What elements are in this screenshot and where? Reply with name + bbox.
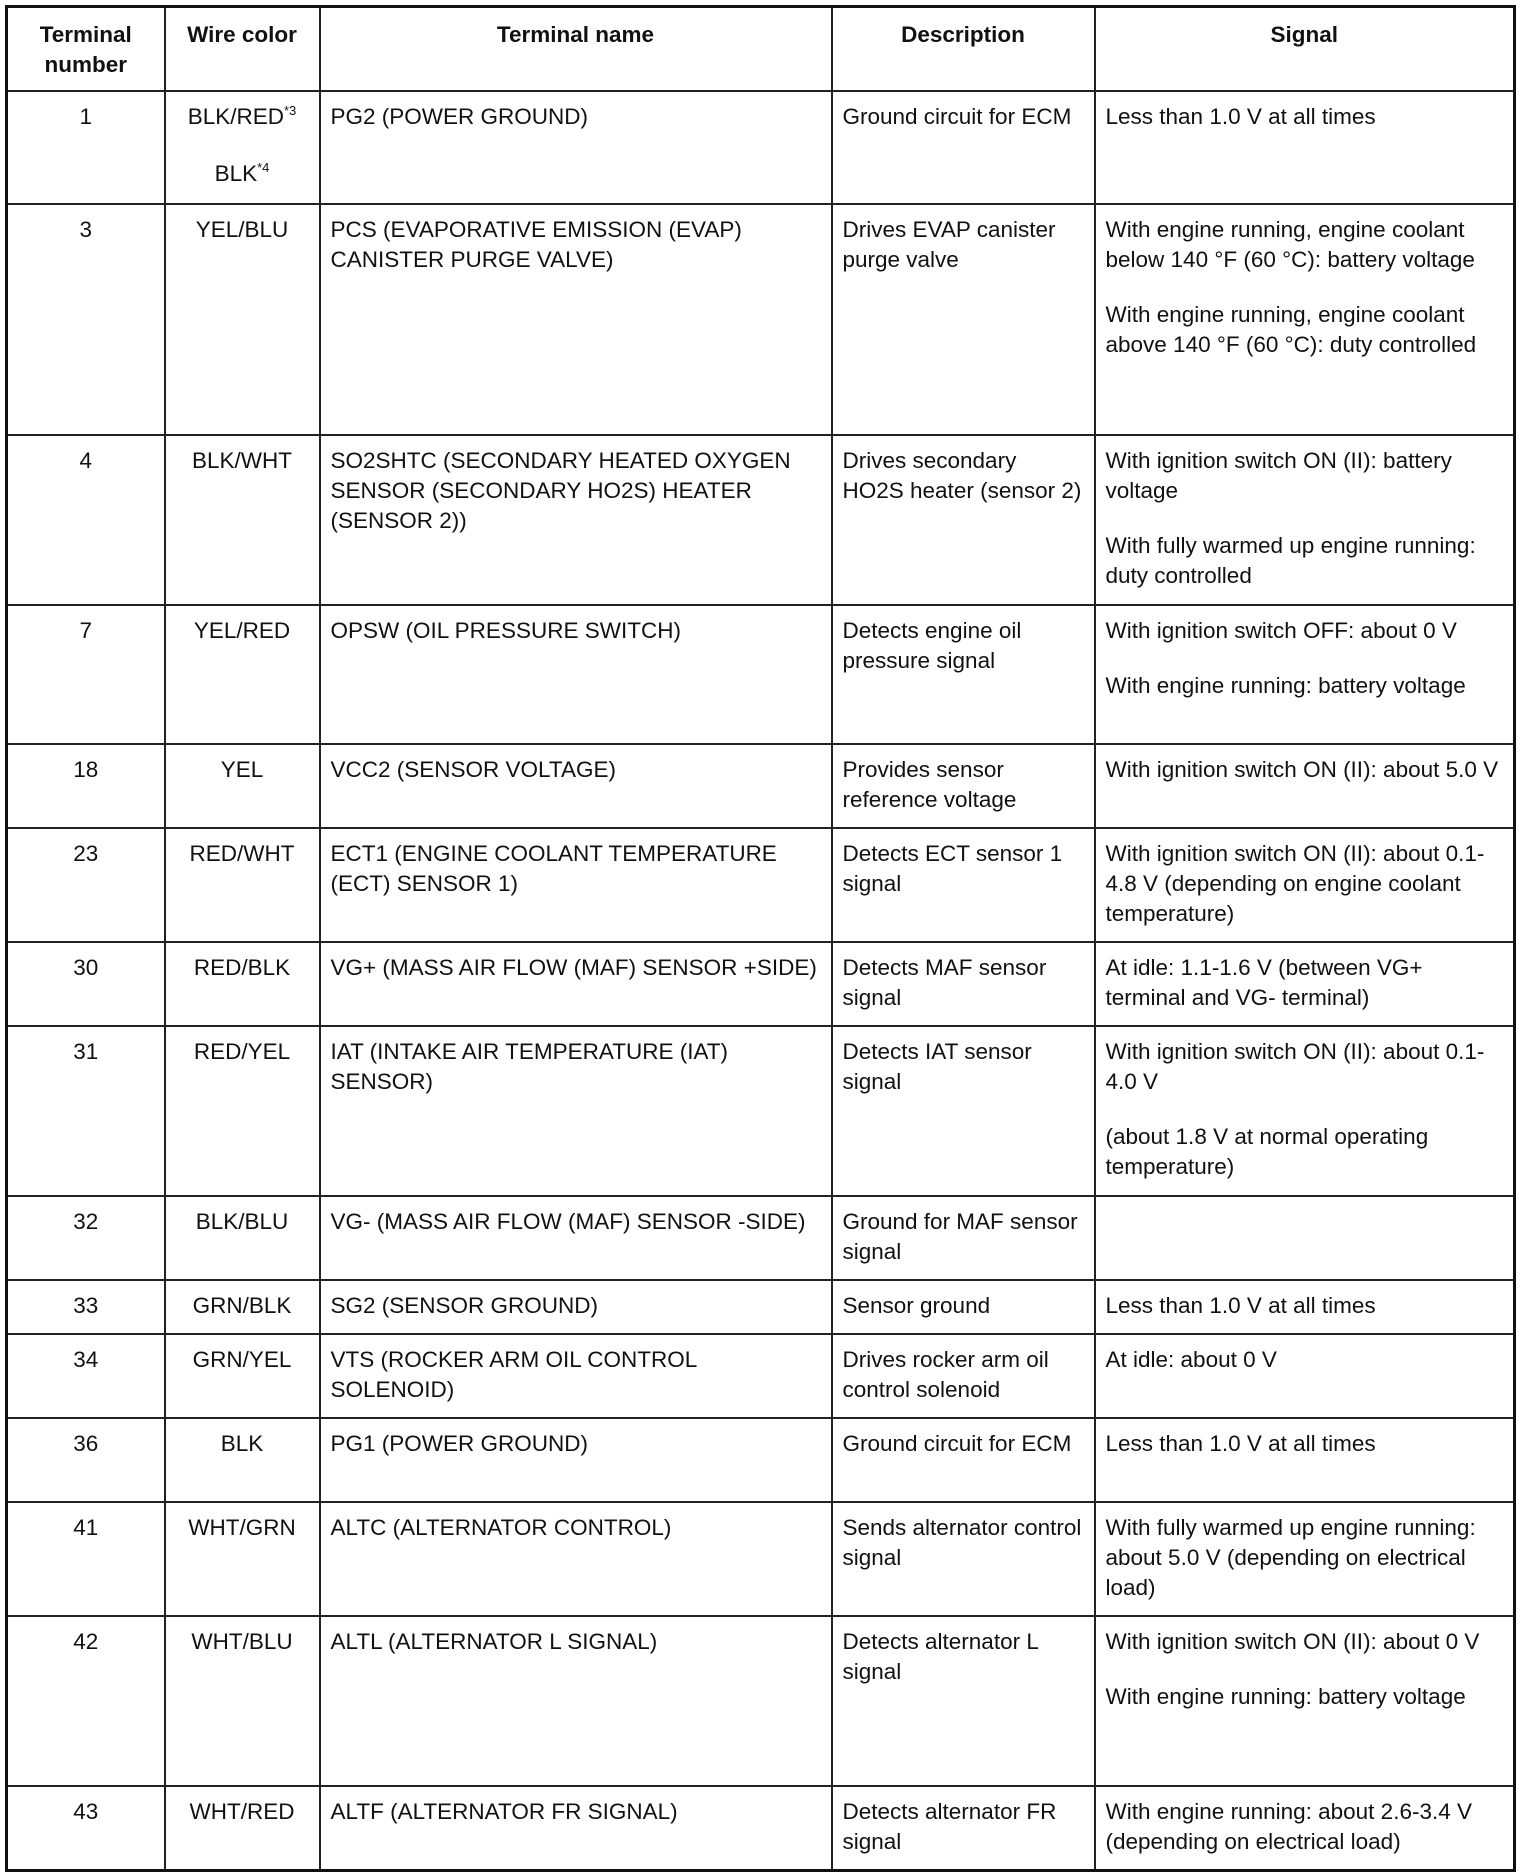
- description-cell: Detects alternator FR signal: [832, 1786, 1095, 1871]
- terminal-name-cell: VTS (ROCKER ARM OIL CONTROL SOLENOID): [320, 1334, 832, 1418]
- terminal-name-cell: VG+ (MASS AIR FLOW (MAF) SENSOR +SIDE): [320, 942, 832, 1026]
- description-cell: Drives rocker arm oil control solenoid: [832, 1334, 1095, 1418]
- terminal-name-cell: OPSW (OIL PRESSURE SWITCH): [320, 605, 832, 744]
- wire-color-cell: [165, 1502, 320, 1616]
- wire-color-cell: [165, 1280, 320, 1334]
- wire-color-entry: [170, 1037, 315, 1067]
- terminal-name-cell: ALTL (ALTERNATOR L SIGNAL): [320, 1616, 832, 1786]
- table-row: [7, 1334, 1515, 1418]
- header-signal: Signal: [1095, 7, 1515, 92]
- table-row: [7, 1502, 1515, 1616]
- terminal-name-cell: PG1 (POWER GROUND): [320, 1418, 832, 1502]
- terminal-number-cell: 7: [7, 605, 165, 744]
- table-row: [7, 1616, 1515, 1786]
- signal-line: With ignition switch ON (II): about 0.1-4.8 V (depending on engine coolant temperature): [1105, 841, 1485, 926]
- signal-cell: [1095, 1196, 1515, 1280]
- description-cell: Ground circuit for ECM: [832, 1418, 1095, 1502]
- wire-color-cell: [165, 1026, 320, 1196]
- table-row: [7, 435, 1515, 605]
- wire-color-text: RED/BLK: [193, 955, 291, 980]
- wire-color-footnote: *3: [284, 103, 297, 118]
- table-row: [7, 1280, 1515, 1334]
- signal-cell: [1095, 435, 1515, 605]
- terminal-number-cell: 43: [7, 1786, 165, 1871]
- header-description: Description: [832, 7, 1095, 92]
- wire-color-entry: [170, 446, 315, 476]
- signal-cell: [1095, 1786, 1515, 1871]
- wire-color-entry: [170, 1429, 315, 1459]
- signal-cell: [1095, 204, 1515, 435]
- terminal-name-cell: SO2SHTC (SECONDARY HEATED OXYGEN SENSOR (SECONDARY HO2S) HEATER (SENSOR 2)): [320, 435, 832, 605]
- signal-line: Less than 1.0 V at all times: [1105, 1431, 1376, 1456]
- signal-line: Less than 1.0 V at all times: [1105, 1293, 1376, 1318]
- terminal-number-cell: 30: [7, 942, 165, 1026]
- wire-color-cell: [165, 435, 320, 605]
- header-row: [7, 7, 1515, 92]
- terminal-name-cell: IAT (INTAKE AIR TEMPERATURE (IAT) SENSOR): [320, 1026, 832, 1196]
- wire-color-cell: [165, 204, 320, 435]
- wire-color-entry: [170, 1797, 315, 1827]
- wire-color-cell: [165, 1616, 320, 1786]
- terminal-number-cell: 3: [7, 204, 165, 435]
- signal-line: With engine running, engine coolant above 140 °F (60 °C): duty controlled: [1105, 302, 1477, 357]
- terminal-number-cell: 32: [7, 1196, 165, 1280]
- wire-color-cell: [165, 828, 320, 942]
- table-row: [7, 1026, 1515, 1196]
- signal-line: At idle: about 0 V: [1105, 1347, 1277, 1372]
- wire-color-text: WHT/BLU: [191, 1629, 293, 1654]
- wire-color-text: BLK/RED: [187, 104, 284, 129]
- wire-color-text: WHT/GRN: [188, 1515, 296, 1540]
- wire-color-entry: [170, 1345, 315, 1375]
- terminal-name-cell: PG2 (POWER GROUND): [320, 91, 832, 204]
- description-cell: Ground for MAF sensor signal: [832, 1196, 1095, 1280]
- wire-color-text: BLK/WHT: [191, 448, 292, 473]
- terminal-number-cell: 36: [7, 1418, 165, 1502]
- signal-cell: [1095, 942, 1515, 1026]
- signal-cell: [1095, 744, 1515, 828]
- terminal-table: [5, 5, 1516, 1872]
- wire-color-text: YEL: [220, 757, 264, 782]
- signal-line: (about 1.8 V at normal operating temperature): [1105, 1124, 1429, 1179]
- wire-color-text: GRN/YEL: [192, 1347, 292, 1372]
- signal-line: With ignition switch ON (II): about 0.1-4.0 V: [1105, 1039, 1485, 1094]
- signal-line: With engine running: about 2.6-3.4 V (depending on electrical load): [1105, 1799, 1472, 1854]
- signal-cell: [1095, 1334, 1515, 1418]
- description-cell: Drives EVAP canister purge valve: [832, 204, 1095, 435]
- terminal-number-cell: 33: [7, 1280, 165, 1334]
- wire-color-text: RED/WHT: [189, 841, 295, 866]
- table-row: [7, 828, 1515, 942]
- signal-line: With ignition switch ON (II): battery voltage: [1105, 448, 1452, 503]
- terminal-number-cell: 23: [7, 828, 165, 942]
- terminal-table-page: [5, 5, 1513, 1855]
- wire-color-entry: [170, 839, 315, 869]
- description-cell: Detects alternator L signal: [832, 1616, 1095, 1786]
- wire-color-cell: [165, 1786, 320, 1871]
- signal-cell: [1095, 1418, 1515, 1502]
- description-cell: Provides sensor reference voltage: [832, 744, 1095, 828]
- signal-cell: [1095, 1026, 1515, 1196]
- signal-line: With engine running: battery voltage: [1105, 673, 1466, 698]
- terminal-name-cell: SG2 (SENSOR GROUND): [320, 1280, 832, 1334]
- wire-color-text: YEL/RED: [193, 618, 291, 643]
- wire-color-text: GRN/BLK: [192, 1293, 292, 1318]
- signal-line: With ignition switch OFF: about 0 V: [1105, 618, 1457, 643]
- terminal-name-cell: ALTC (ALTERNATOR CONTROL): [320, 1502, 832, 1616]
- description-cell: Detects engine oil pressure signal: [832, 605, 1095, 744]
- description-cell: Detects MAF sensor signal: [832, 942, 1095, 1026]
- terminal-name-cell: VCC2 (SENSOR VOLTAGE): [320, 744, 832, 828]
- signal-cell: [1095, 605, 1515, 744]
- wire-color-entry: [170, 215, 315, 245]
- signal-line: With engine running: battery voltage: [1105, 1684, 1466, 1709]
- description-cell: Sends alternator control signal: [832, 1502, 1095, 1616]
- wire-color-text: WHT/RED: [189, 1799, 295, 1824]
- signal-cell: [1095, 1616, 1515, 1786]
- wire-color-entry: [170, 1207, 315, 1237]
- wire-color-cell: [165, 1196, 320, 1280]
- terminal-number-cell: 1: [7, 91, 165, 204]
- wire-color-text: BLK/BLU: [195, 1209, 289, 1234]
- terminal-name-cell: ECT1 (ENGINE COOLANT TEMPERATURE (ECT) SENSOR 1): [320, 828, 832, 942]
- wire-color-entry: [170, 616, 315, 646]
- description-cell: Sensor ground: [832, 1280, 1095, 1334]
- terminal-name-cell: ALTF (ALTERNATOR FR SIGNAL): [320, 1786, 832, 1871]
- terminal-name-cell: PCS (EVAPORATIVE EMISSION (EVAP) CANISTER PURGE VALVE): [320, 204, 832, 435]
- terminal-number-cell: 31: [7, 1026, 165, 1196]
- wire-color-cell: [165, 1418, 320, 1502]
- signal-line: With engine running, engine coolant below 140 °F (60 °C): battery voltage: [1105, 217, 1475, 272]
- signal-cell: [1095, 828, 1515, 942]
- wire-color-text: YEL/BLU: [195, 217, 289, 242]
- wire-color-entry: [170, 1291, 315, 1321]
- terminal-number-cell: 4: [7, 435, 165, 605]
- table-row: [7, 1196, 1515, 1280]
- wire-color-footnote: *4: [257, 160, 270, 175]
- header-wire-color: Wire color: [165, 7, 320, 92]
- terminal-number-cell: 34: [7, 1334, 165, 1418]
- signal-line: With ignition switch ON (II): about 0 V: [1105, 1629, 1480, 1654]
- header-terminal-number: Terminal number: [7, 7, 165, 92]
- signal-line: At idle: 1.1-1.6 V (between VG+ terminal and VG- terminal): [1105, 955, 1423, 1010]
- table-row: [7, 942, 1515, 1026]
- wire-color-entry: [170, 953, 315, 983]
- wire-color-cell: [165, 605, 320, 744]
- signal-line: With fully warmed up engine running: about 5.0 V (depending on electrical load): [1105, 1515, 1476, 1600]
- wire-color-entry: [170, 1513, 315, 1543]
- header-terminal-name: Terminal name: [320, 7, 832, 92]
- terminal-name-cell: VG- (MASS AIR FLOW (MAF) SENSOR -SIDE): [320, 1196, 832, 1280]
- terminal-number-cell: 41: [7, 1502, 165, 1616]
- signal-cell: [1095, 1502, 1515, 1616]
- signal-line: With fully warmed up engine running: duty controlled: [1105, 533, 1476, 588]
- terminal-number-cell: 42: [7, 1616, 165, 1786]
- wire-color-cell: [165, 942, 320, 1026]
- description-cell: Ground circuit for ECM: [832, 91, 1095, 204]
- wire-color-entry: [170, 159, 315, 189]
- table-row: [7, 744, 1515, 828]
- description-cell: Drives secondary HO2S heater (sensor 2): [832, 435, 1095, 605]
- wire-color-text: BLK: [214, 161, 258, 186]
- description-cell: Detects IAT sensor signal: [832, 1026, 1095, 1196]
- table-row: [7, 91, 1515, 204]
- signal-line: Less than 1.0 V at all times: [1105, 104, 1376, 129]
- wire-color-cell: [165, 1334, 320, 1418]
- signal-line: With ignition switch ON (II): about 5.0 V: [1105, 757, 1499, 782]
- table-row: [7, 1418, 1515, 1502]
- table-row: [7, 204, 1515, 435]
- table-row: [7, 1786, 1515, 1871]
- wire-color-entry: [170, 755, 315, 785]
- wire-color-cell: [165, 91, 320, 204]
- description-cell: Detects ECT sensor 1 signal: [832, 828, 1095, 942]
- signal-cell: [1095, 91, 1515, 204]
- wire-color-text: RED/YEL: [193, 1039, 291, 1064]
- table-body: [7, 91, 1515, 1871]
- signal-cell: [1095, 1280, 1515, 1334]
- terminal-number-cell: 18: [7, 744, 165, 828]
- wire-color-entry: [170, 102, 315, 132]
- wire-color-text: BLK: [220, 1431, 264, 1456]
- wire-color-cell: [165, 744, 320, 828]
- wire-color-entry: [170, 1627, 315, 1657]
- table-row: [7, 605, 1515, 744]
